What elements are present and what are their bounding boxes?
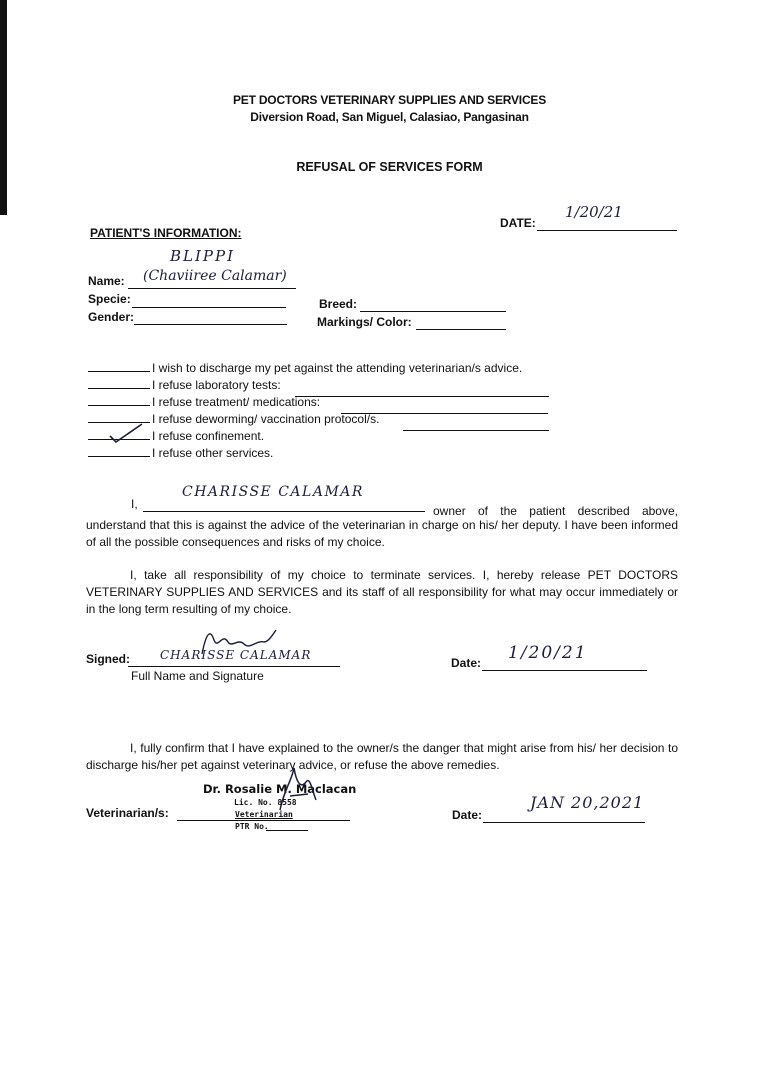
date-top-value[interactable]: 1/20/21 <box>565 203 623 221</box>
option-text-1: I wish to discharge my pet against the attending veterinarian/s advice. <box>152 361 523 375</box>
statement1-suffix: owner of the patient described above, <box>433 504 678 518</box>
form-title: REFUSAL OF SERVICES FORM <box>296 160 483 174</box>
statement1-owner-name[interactable]: CHARISSE CALAMAR <box>182 484 364 500</box>
breed-line[interactable] <box>360 311 506 312</box>
specie-line[interactable] <box>132 307 286 308</box>
signed-date-label: Date: <box>451 656 482 670</box>
breed-label: Breed: <box>319 297 358 311</box>
patient-section-label: PATIENT'S INFORMATION: <box>90 226 242 240</box>
signed-date-line <box>482 670 647 671</box>
signed-line <box>128 666 340 667</box>
option-detail-line-2[interactable] <box>295 396 549 397</box>
option-blank-1[interactable] <box>88 371 150 372</box>
option-blank-2[interactable] <box>88 388 150 389</box>
vet-stamp-title: Veterinarian <box>235 810 293 819</box>
signed-caption: Full Name and Signature <box>131 669 264 683</box>
markings-line[interactable] <box>416 329 506 330</box>
markings-label: Markings/ Color: <box>317 315 412 329</box>
pet-name-value[interactable]: BLIPPI <box>170 247 236 265</box>
vet-date-value[interactable]: JAN 20,2021 <box>530 793 645 812</box>
vet-line <box>177 820 350 821</box>
vet-stamp-ptr: PTR No. <box>235 822 269 831</box>
gender-line[interactable] <box>134 324 287 325</box>
option-blank-3[interactable] <box>88 405 150 406</box>
statement1-prefix: I, <box>131 497 138 511</box>
company-name: PET DOCTORS VETERINARY SUPPLIES AND SERVICES <box>232 93 547 107</box>
company-address: Diversion Road, San Miguel, Calasiao, Pangasinan <box>250 110 529 124</box>
signed-date-value[interactable]: 1/20/21 <box>508 643 588 663</box>
vet-stamp-name: Dr. Rosalie M. Maclacan <box>203 782 357 796</box>
date-top-label: DATE: <box>500 216 536 230</box>
vet-stamp-ptr-line <box>266 830 308 831</box>
specie-label: Specie: <box>88 292 131 306</box>
vet-date-label: Date: <box>452 808 483 822</box>
date-top-line <box>537 230 677 231</box>
vet-label: Veterinarian/s: <box>86 806 169 820</box>
option-blank-6[interactable] <box>88 456 150 457</box>
statement2-body: I, take all responsibility of my choice to terminate services. I, hereby release PET DOCTORS VETERINARY SUPPLIES AND SERVICES and its staff of all responsibility for what may occur immediately or in the long term resulting of my choice. <box>86 568 678 616</box>
signed-name-value[interactable]: CHARISSE CALAMAR <box>160 648 312 662</box>
statement1-owner-line <box>143 511 425 512</box>
option-text-3: I refuse treatment/ medications: <box>152 395 321 409</box>
statement3-body: I, fully confirm that I have explained to the owner/s the danger that might arise from his/ her decision to discharge his/her pet against veterinary advice, or refuse the above remedies. <box>86 741 678 772</box>
vet-date-line <box>483 822 645 823</box>
owner-name-value[interactable]: (Chaviiree Calamar) <box>143 268 287 284</box>
signed-label: Signed: <box>86 652 130 666</box>
option-text-4: I refuse deworming/ vaccination protocol/s. <box>152 412 380 426</box>
option-text-6: I refuse other services. <box>152 446 274 460</box>
name-line <box>128 288 296 289</box>
scan-edge-mark <box>0 0 7 215</box>
vet-stamp-license: Lic. No. 8558 <box>234 798 297 807</box>
option-text-5: I refuse confinement. <box>152 429 265 443</box>
option-text-2: I refuse laboratory tests: <box>152 378 281 392</box>
option-detail-line-4[interactable] <box>403 430 549 431</box>
statement1-body: understand that this is against the advice of the veterinarian in charge on his/ her deputy. I have been informed of all the possible consequences and risks of my choice. <box>86 518 678 549</box>
vet-signature-scribble <box>272 760 322 820</box>
checkmark-icon <box>108 422 144 444</box>
name-label: Name: <box>88 274 125 288</box>
gender-label: Gender: <box>88 310 135 324</box>
